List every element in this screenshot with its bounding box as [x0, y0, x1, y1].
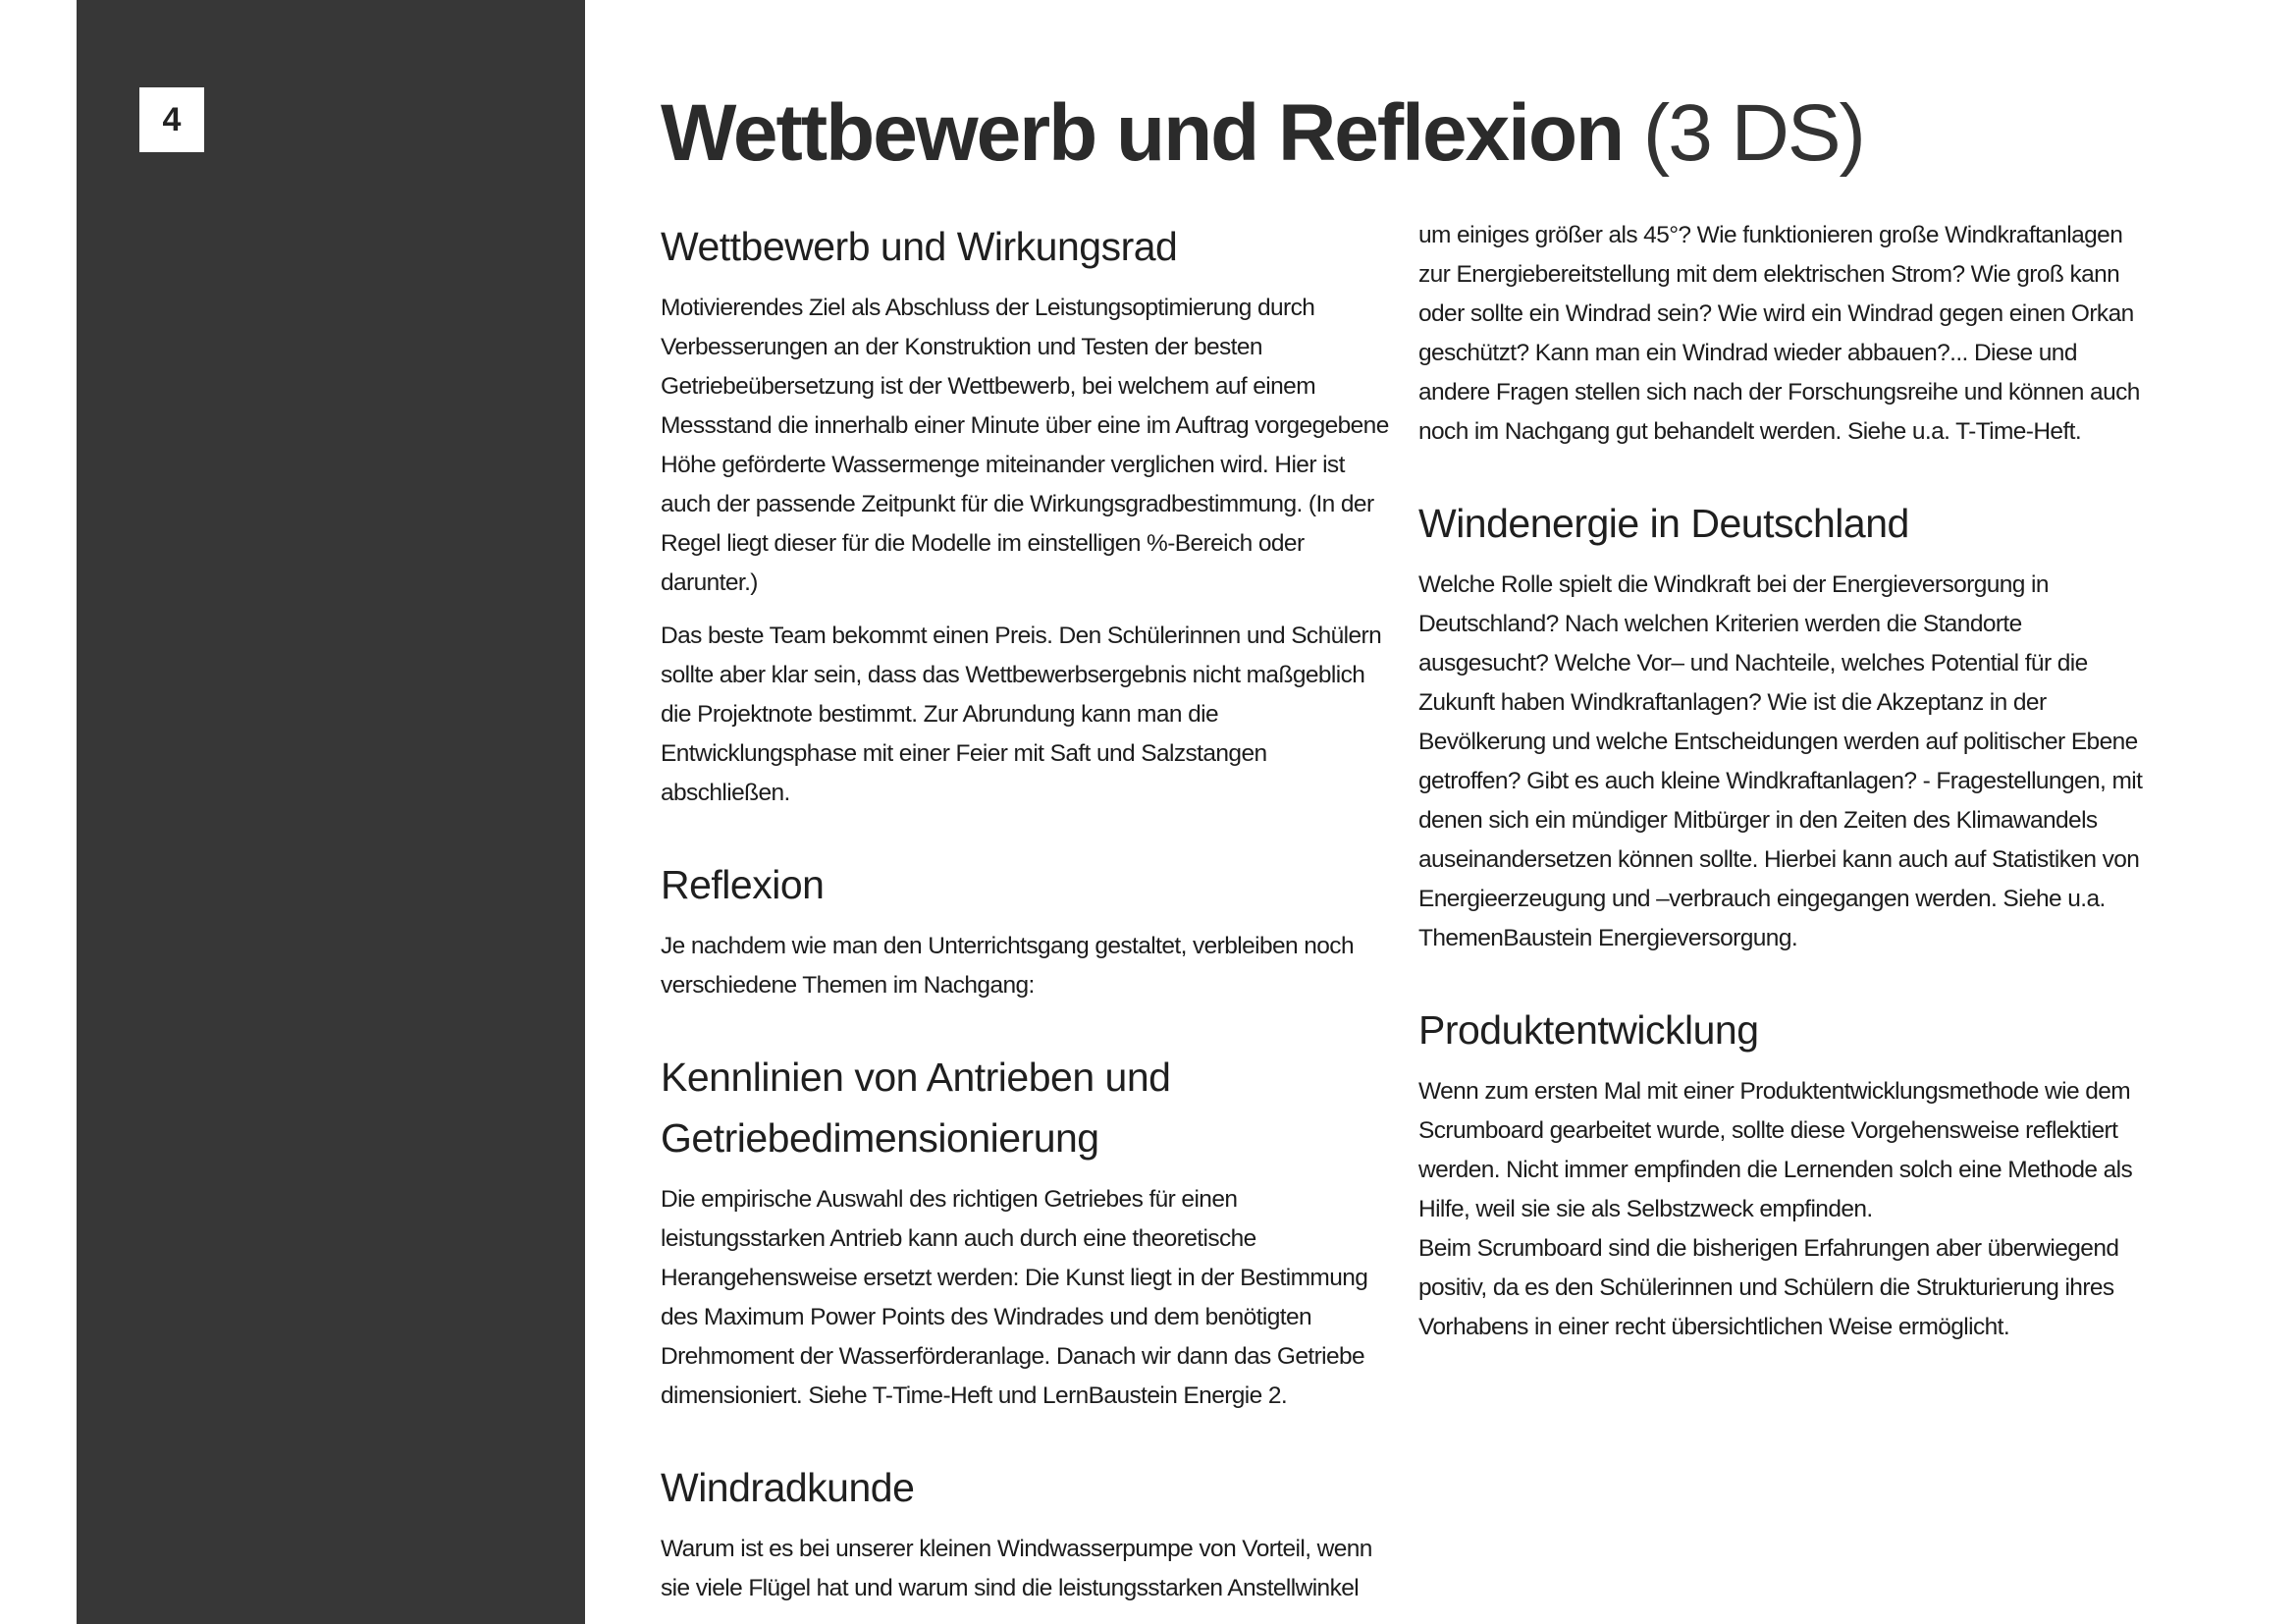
paragraph-windradkunde-continued: um einiges größer als 45°? Wie funktionieren große Windkraftanlagen zur Energiebereitstellung mit dem elektrischen Strom? Wie groß kann oder sollte ein Windrad sein? Wie wird ein Windrad gegen einen Orkan geschützt? Kann man ein Windrad wieder abbauen?... Diese und andere Fragen stellen sich nach der Forschungsreihe und können auch noch im Nachgang gut behandelt werden. Siehe u.a. T-Time-Heft. [1418, 222, 2140, 445]
paragraph-windradkunde-start: Warum ist es bei unserer kleinen Windwasserpumpe von Vorteil, wenn sie viele Flügel hat und warum sind die leistungsstarken Anstellwinkel [661, 1536, 1372, 1601]
paragraph-produktentwicklung-2: Beim Scrumboard sind die bisherigen Erfahrungen aber überwiegend positiv, da es den Schülerinnen und Schülern die Strukturierung ihres Vorhabens in einer recht übersichtlichen Weise ermöglicht. [1418, 1235, 2119, 1340]
page-title-main: Wettbewerb und Reflexion [661, 88, 1624, 178]
page-title-duration: (3 DS) [1642, 88, 1864, 178]
section-heading-windradkunde: Windradkunde [661, 1465, 915, 1510]
paragraph-produktentwicklung-1: Wenn zum ersten Mal mit einer Produktentwicklungsmethode wie dem Scrumboard gearbeitet wurde, sollte diese Vorgehensweise reflektiert werden. Nicht immer empfinden die Lernenden solch eine Methode als Hilfe, weil sie sie als Selbstzweck empfinden. [1418, 1078, 2133, 1222]
section-heading-wettbewerb: Wettbewerb und Wirkungsrad [661, 224, 1178, 269]
section-heading-kennlinien: Kennlinien von Antrieben und Getriebedimensionierung [661, 1055, 1171, 1161]
section-heading-reflexion: Reflexion [661, 862, 825, 907]
page-title [661, 84, 1864, 183]
paragraph-kennlinien: Die empirische Auswahl des richtigen Getriebes für einen leistungsstarken Antrieb kann auch durch eine theoretische Herangehensweise ersetzt werden: Die Kunst liegt in der Bestimmung des Maximum Power Points des Windrades und dem benötigten Drehmoment der Wasserförderanlage. Danach wir dann das Getriebe dimensioniert. Siehe T-Time-Heft und LernBaustein Energie 2. [661, 1186, 1368, 1409]
paragraph-wettbewerb-2: Das beste Team bekommt einen Preis. Den Schülerinnen und Schülern sollte aber klar sein, dass das Wettbewerbsergebnis nicht maßgeblich die Projektnote bestimmt. Zur Abrundung kann man die Entwicklungsphase mit einer Feier mit Saft und Salzstangen abschließen. [661, 623, 1382, 806]
paragraph-reflexion: Je nachdem wie man den Unterrichtsgang gestaltet, verbleiben noch verschiedene Themen im Nachgang: [661, 933, 1354, 999]
paragraph-wettbewerb-1: Motivierendes Ziel als Abschluss der Leistungsoptimierung durch Verbesserungen an der Konstruktion und Testen der besten Getriebeübersetzung ist der Wettbewerb, bei welchem auf einem Messstand die innerhalb einer Minute über eine im Auftrag vorgegebene Höhe geförderte Wassermenge miteinander verglichen wird. Hier ist auch der passende Zeitpunkt für die Wirkungsgradbestimmung. (In der Regel liegt dieser für die Modelle im einstelligen %-Bereich oder darunter.) [661, 295, 1389, 596]
left-column [661, 216, 1392, 1608]
section-heading-windenergie: Windenergie in Deutschland [1418, 501, 1909, 546]
section-heading-produktentwicklung: Produktentwicklung [1418, 1007, 1759, 1053]
right-column [1418, 216, 2150, 1347]
paragraph-windenergie: Welche Rolle spielt die Windkraft bei der Energieversorgung in Deutschland? Nach welchen Kriterien werden die Standorte ausgesucht? Welche Vor– und Nachteile, welches Potential für die Zukunft haben Windkraftanlagen? Wie ist die Akzeptanz in der Bevölkerung und welche Entscheidungen werden auf politischer Ebene getroffen? Gibt es auch kleine Windkraftanlagen? - Fragestellungen, mit denen sich ein mündiger Mitbürger in den Zeiten des Klimawandels auseinandersetzen können sollte. Hierbei kann auch auf Statistiken von Energieerzeugung und –verbrauch eingegangen werden. Siehe u.a. ThemenBaustein Energieversorgung. [1418, 571, 2143, 951]
sidebar-band [77, 0, 585, 1624]
page-number: 4 [139, 87, 204, 152]
